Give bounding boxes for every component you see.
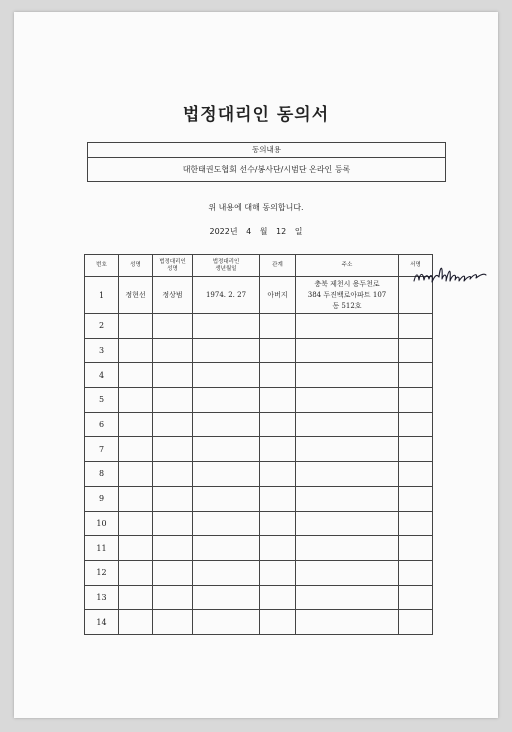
header-guardian-name-line1: 법정대리인 (159, 258, 186, 265)
row-guardian-name: 정상범 (153, 277, 193, 314)
empty-cell (399, 610, 433, 635)
row-address (296, 277, 399, 314)
empty-cell (193, 462, 260, 487)
empty-cell (399, 511, 433, 536)
empty-cell (296, 560, 399, 585)
empty-cell (399, 486, 433, 511)
empty-cell (296, 610, 399, 635)
row-number: 11 (85, 536, 119, 561)
empty-cell (153, 511, 193, 536)
empty-cell (296, 338, 399, 363)
row-name: 정현선 (119, 277, 153, 314)
empty-cell (260, 610, 296, 635)
empty-cell (260, 560, 296, 585)
empty-cell (153, 338, 193, 363)
empty-cell (399, 412, 433, 437)
empty-cell (399, 388, 433, 413)
header-guardian-birth (193, 255, 260, 277)
row-number: 13 (85, 585, 119, 610)
empty-cell (296, 486, 399, 511)
empty-cell (119, 437, 153, 462)
empty-cell (296, 412, 399, 437)
row-number: 12 (85, 560, 119, 585)
empty-cell (296, 462, 399, 487)
empty-cell (260, 462, 296, 487)
empty-cell (193, 511, 260, 536)
empty-cell (153, 486, 193, 511)
header-guardian-birth-line2: 생년월일 (215, 265, 237, 272)
table-row (85, 486, 433, 511)
address-line1: 충북 제천시 용두천로 (314, 279, 380, 288)
empty-cell (119, 363, 153, 388)
row-number: 14 (85, 610, 119, 635)
header-address: 주소 (296, 255, 399, 277)
empty-cell (193, 560, 260, 585)
table-row (85, 277, 433, 314)
empty-cell (296, 314, 399, 339)
header-guardian-name (153, 255, 193, 277)
document-sheet (14, 12, 498, 718)
empty-cell (193, 363, 260, 388)
row-relation: 아버지 (260, 277, 296, 314)
empty-cell (193, 585, 260, 610)
empty-cell (399, 314, 433, 339)
empty-cell (399, 437, 433, 462)
empty-cell (193, 388, 260, 413)
empty-cell (153, 536, 193, 561)
date-day-label: 일 (294, 227, 303, 236)
empty-cell (260, 536, 296, 561)
empty-cell (260, 412, 296, 437)
row-number: 10 (85, 511, 119, 536)
consent-content-header: 동의내용 (88, 143, 445, 158)
row-number: 9 (85, 486, 119, 511)
empty-cell (153, 388, 193, 413)
empty-cell (119, 338, 153, 363)
row-number: 6 (85, 412, 119, 437)
table-row (85, 412, 433, 437)
empty-cell (399, 338, 433, 363)
empty-cell (119, 314, 153, 339)
empty-cell (296, 511, 399, 536)
empty-cell (119, 412, 153, 437)
empty-cell (260, 338, 296, 363)
table-row (85, 536, 433, 561)
header-guardian-name-line2: 성명 (167, 265, 178, 272)
empty-cell (153, 610, 193, 635)
empty-cell (119, 585, 153, 610)
header-guardian-birth-line1: 법정대리인 (212, 258, 240, 265)
empty-cell (296, 363, 399, 388)
empty-cell (119, 536, 153, 561)
table-row (85, 388, 433, 413)
handwritten-signature (410, 255, 490, 291)
table-row (85, 437, 433, 462)
row-number: 5 (85, 388, 119, 413)
empty-cell (119, 388, 153, 413)
document-date (14, 226, 498, 237)
date-month-label: 월 (259, 227, 268, 236)
empty-cell (153, 314, 193, 339)
agreement-statement: 위 내용에 대해 동의합니다. (208, 203, 304, 212)
header-name: 성명 (119, 255, 153, 277)
empty-cell (296, 388, 399, 413)
table-row (85, 511, 433, 536)
empty-cell (153, 560, 193, 585)
date-day: 12 (276, 227, 287, 236)
empty-cell (153, 412, 193, 437)
empty-cell (260, 314, 296, 339)
empty-cell (153, 585, 193, 610)
row-number: 3 (85, 338, 119, 363)
header-number: 번호 (85, 255, 119, 277)
empty-cell (260, 388, 296, 413)
empty-cell (153, 437, 193, 462)
empty-cell (399, 462, 433, 487)
address-line2: 384 두진백로아파트 107 (307, 290, 387, 299)
empty-cell (399, 560, 433, 585)
table-header-row (85, 255, 433, 277)
table-row (85, 338, 433, 363)
row-number: 1 (85, 277, 119, 314)
empty-cell (260, 437, 296, 462)
row-number: 4 (85, 363, 119, 388)
guardian-table (84, 254, 433, 635)
empty-cell (260, 486, 296, 511)
table-row (85, 462, 433, 487)
row-number: 7 (85, 437, 119, 462)
empty-rows (85, 314, 433, 635)
empty-cell (119, 511, 153, 536)
table-row (85, 610, 433, 635)
row-number: 8 (85, 462, 119, 487)
empty-cell (193, 437, 260, 462)
empty-cell (296, 536, 399, 561)
empty-cell (119, 486, 153, 511)
empty-cell (260, 511, 296, 536)
date-year: 2022년 (209, 227, 238, 236)
empty-cell (119, 462, 153, 487)
date-month: 4 (246, 227, 252, 236)
empty-cell (260, 585, 296, 610)
empty-cell (260, 363, 296, 388)
consent-content-body: 대한태권도협회 선수/봉사단/시범단 온라인 등록 (182, 165, 351, 174)
empty-cell (193, 536, 260, 561)
empty-cell (193, 314, 260, 339)
table-row (85, 585, 433, 610)
table-row (85, 560, 433, 585)
empty-cell (153, 462, 193, 487)
empty-cell (399, 536, 433, 561)
empty-cell (193, 610, 260, 635)
header-signature: 서명 (399, 255, 433, 277)
empty-cell (153, 363, 193, 388)
header-relation: 관계 (260, 255, 296, 277)
table-row (85, 314, 433, 339)
document-title: 법정대리인 동의서 (182, 105, 330, 125)
consent-content-box (87, 142, 446, 182)
empty-cell (296, 437, 399, 462)
empty-cell (193, 338, 260, 363)
row-number: 2 (85, 314, 119, 339)
empty-cell (119, 610, 153, 635)
row-guardian-birth: 1974. 2. 27 (193, 277, 260, 314)
empty-cell (399, 363, 433, 388)
table-row (85, 363, 433, 388)
empty-cell (399, 585, 433, 610)
empty-cell (193, 486, 260, 511)
empty-cell (119, 560, 153, 585)
empty-cell (296, 585, 399, 610)
empty-cell (193, 412, 260, 437)
address-line3: 동 512호 (332, 301, 362, 310)
